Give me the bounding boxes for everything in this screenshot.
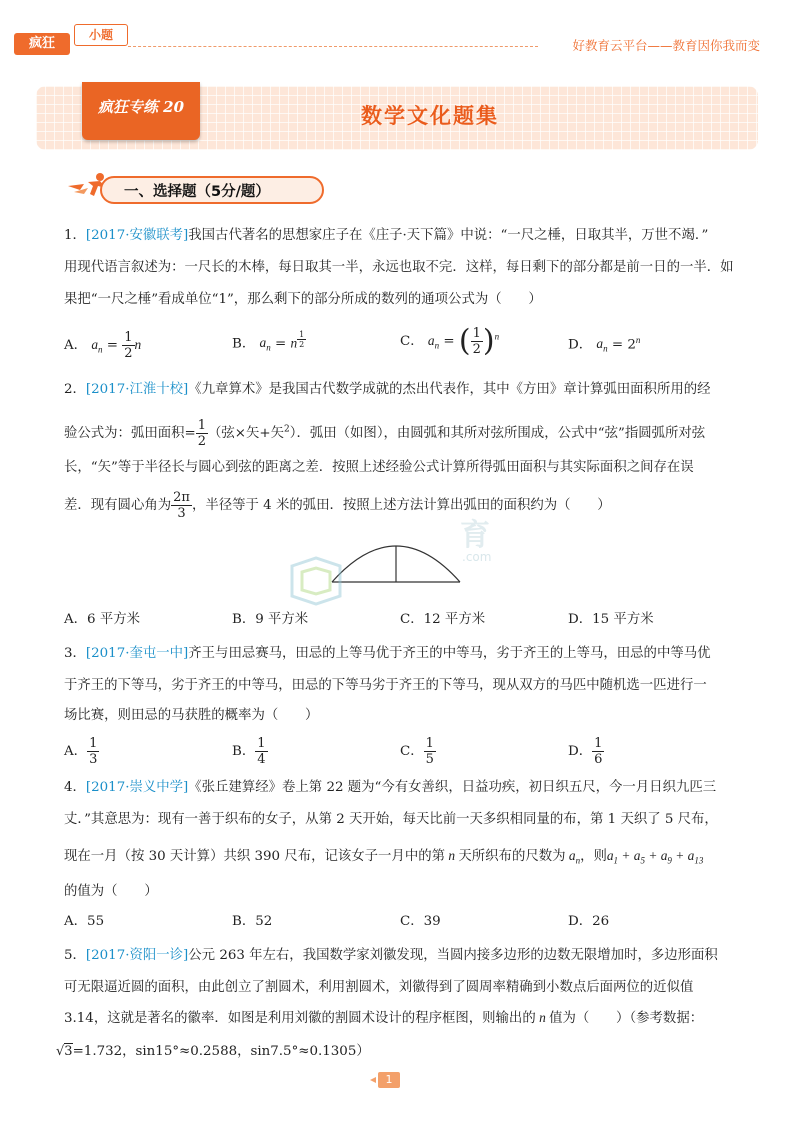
q1-line-1: 1．[2017·安徽联考]我国古代著名的思想家庄子在《庄子·天下篇》中说：“一尺之棰，日取其半，万世不竭．” (64, 228, 709, 243)
q3-option-d: D． $\frac{1}{6}$ (568, 736, 603, 767)
q3-option-a: A． $\frac{1}{3}$ (64, 736, 98, 767)
q5-source: [2017·资阳一诊] (85, 948, 189, 963)
q2-option-b: B．9 平方米 (232, 612, 309, 627)
q1-option-c: C． $a_n$ = ( $\frac{1}{2}$ )$^n$ (400, 323, 500, 359)
q2-option-d: D．15 平方米 (568, 612, 654, 627)
q1-line-3: 果把“一尺之棰”看成单位“1”，那么剩下的部分所成的数列的通项公式为（ ） (64, 292, 542, 307)
watermark-text: 育 (460, 518, 490, 553)
q4-line-1: 4．[2017·崇义中学]《张丘建算经》卷上第 22 题为“今有女善织，日益功疾，初日织五尺，今一月日织九匹三 (64, 780, 717, 795)
q5-line-1: 5．[2017·资阳一诊]公元 263 年左右，我国数学家刘徽发现，当圆内接多边形的边数无限增加时，多边形面积 (64, 948, 718, 963)
q2-line-1: 2．[2017·江淮十校]《九章算术》是我国古代数学成就的杰出代表作，其中《方田》章计算弧田面积所用的经 (64, 382, 711, 397)
page-number: 1 (378, 1072, 400, 1088)
header-badge: 疯狂 (14, 33, 70, 55)
header-slogan: 好教育云平台——教育因你我而变 (572, 38, 760, 53)
q2-line-3: 长，“矢”等于半径长与圆心到弦的距离之差．按照上述经验公式计算所得弧田面积与其实际面积之间存在误 (64, 460, 694, 475)
q3-source: [2017·奎屯一中] (85, 646, 189, 661)
q4-source: [2017·崇义中学] (85, 780, 189, 795)
q3-line-2: 于齐王的下等马，劣于齐王的中等马，田忌的下等马劣于齐王的下等马，现从双方的马匹中随机选一匹进行一 (64, 678, 707, 693)
q1-option-a: A． $a_n$ = $\frac{1}{2}$ n (64, 330, 142, 361)
q4-option-d: D．26 (568, 914, 610, 929)
q1-source: [2017·安徽联考] (85, 228, 189, 243)
q4-line-4: 的值为（ ） (64, 884, 158, 899)
q4-option-b: B．52 (232, 914, 273, 929)
q5-line-4: √3=1.732，sin15°≈0.2588，sin7.5°≈0.1305） (56, 1044, 370, 1059)
q5-line-3: 3.14，这就是著名的徽率．如图是利用刘徽的割圆术设计的程序框图，则输出的 n 值为（ ）（参考数据： (64, 1010, 704, 1026)
q5-line-2: 可无限逼近圆的面积，由此创立了割圆术，利用割圆术，刘徽得到了圆周率精确到小数点后面两位的近似值 (64, 980, 694, 995)
banner-tab: 疯狂专练 20 (82, 82, 200, 140)
q4-line-3: 现在一月（按 30 天计算）共织 390 尺布，记该女子一月中的第 n 天所织布的尺数为 $a_n$，则$a_1 + a_5 + a_9 + a_{13}$ (64, 848, 704, 866)
q3-line-3: 场比赛，则田忌的马获胜的概率为（ ） (64, 708, 319, 723)
q1-option-d: D． $a_n = 2^n$ (568, 335, 641, 355)
header-tag: 小题 (74, 24, 128, 46)
q2-line-4: 差．现有圆心角为 $\frac{2\pi}{3}$ ，半径等于 4 米的弧田．按照上述方法计算出弧田的面积约为（ ） (64, 490, 611, 521)
q1-option-b: B． $a_n = n$ $^{\frac{1}{2}}$ (232, 330, 305, 354)
q3-line-1: 3．[2017·奎屯一中]齐王与田忌赛马，田忌的上等马优于齐王的中等马，劣于齐王的上等马，田忌的中等马优 (64, 646, 711, 661)
q1-line-2: 用现代语言叙述为：一尺长的木棒，每日取其一半，永远也取不完．这样，每日剩下的部分都是前一日的一半．如 (64, 260, 734, 275)
watermark-logo-icon (286, 556, 346, 606)
q2-source: [2017·江淮十校] (85, 382, 189, 397)
q2-option-a: A．6 平方米 (64, 612, 141, 627)
q4-option-a: A．55 (64, 914, 105, 929)
header-divider (128, 46, 538, 47)
q2-option-c: C．12 平方米 (400, 612, 486, 627)
q3-option-c: C． $\frac{1}{5}$ (400, 736, 434, 767)
arc-field-figure (326, 524, 466, 586)
q4-option-c: C．39 (400, 914, 441, 929)
q3-option-b: B． $\frac{1}{4}$ (232, 736, 266, 767)
q2-line-2: 验公式为：弧田面积= $\frac{1}{2}$ （弦×矢+矢$^2$）．弧田（如图），由圆弧和其所对弦所围成，公式中“弦”指圆弧所对弦 (64, 418, 706, 449)
q4-line-2: 丈．”其意思为：现有一善于织布的女子，从第 2 天开始，每天比前一天多织相同量的布，第 1 天织了 5 尺布， (64, 812, 718, 827)
section-header: 一、选择题（5分/题） (100, 176, 324, 204)
page-title: 数学文化题集 (361, 104, 499, 128)
watermark-url: .com (462, 550, 492, 564)
